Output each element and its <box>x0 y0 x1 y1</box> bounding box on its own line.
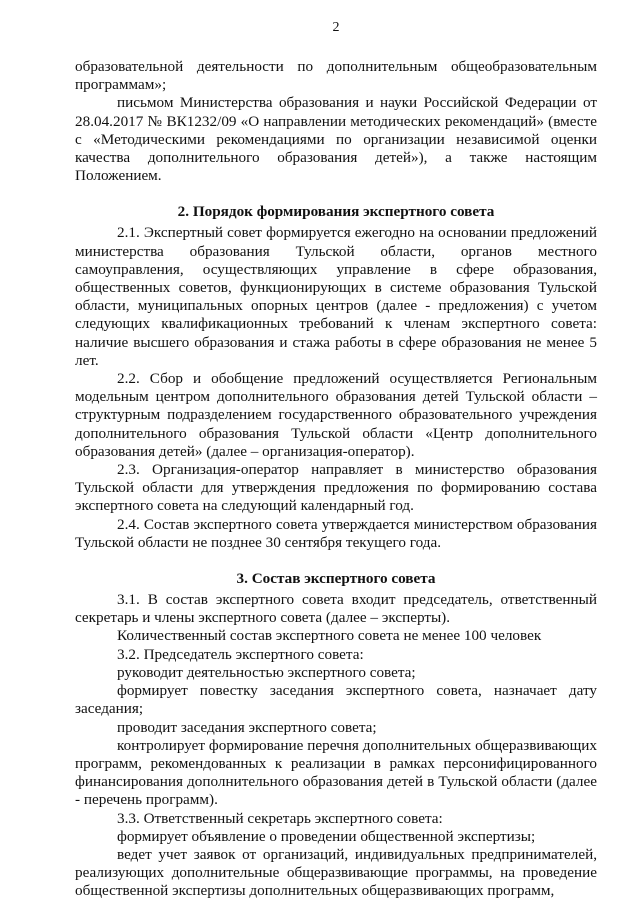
secretary-duty-announcement: формирует объявление о проведении общественной экспертизы; <box>117 827 536 845</box>
paragraph-3-2: 3.2. Председатель экспертного совета: <box>117 645 364 663</box>
paragraph-2-2: 2.2. Сбор и обобщение предложений осуществляется Региональным модельным центром дополнительного образования детей Тульской области – структурным подразделением государственного образовательного учреждения дополнительного образования Тульской области «Центр дополнительного образования детей» (далее – организация-оператор). <box>75 370 597 460</box>
section-3-heading: 3. Состав экспертного совета <box>236 570 436 588</box>
paragraph-2-1: 2.1. Экспертный совет формируется ежегодно на основании предложений министерства образования Тульской области, органов местного самоуправления, осуществляющих управление в сфере образования, общественных советов, функционирующих в системе образования Тульской области, муниципальных опорных центров (далее - предложения) с учетом следующих квалификационных требований к членам экспертного совета: наличие высшего образования и стажа работы в сфере образования не менее 5 лет. <box>75 224 597 369</box>
intro-paragraph-continuation: образовательной деятельности по дополнительным общеобразовательным программам»; <box>75 58 597 94</box>
section-2-heading: 2. Порядок формирования экспертного совета <box>177 203 495 221</box>
page-number: 2 <box>332 20 340 35</box>
paragraph-2-3: 2.3. Организация-оператор направляет в министерство образования Тульской области для утверждения предложения по формированию состава экспертного совета на следующий календарный год. <box>75 461 597 515</box>
secretary-duty-applications: ведет учет заявок от организаций, индивидуальных предпринимателей, реализующих дополнительные общеразвивающие программы, на проведение общественной экспертизы дополнительных общеразвивающих программ, <box>75 845 597 900</box>
paragraph-member-count: Количественный состав экспертного совета не менее 100 человек <box>117 627 542 645</box>
intro-paragraph-letter: письмом Министерства образования и науки Российской Федерации от 28.04.2017 № ВК1232/09 «О направлении методических рекомендаций» (вместе с «Методическими рекомендациями по организации независимой оценки качества дополнительного образования детей»), а также настоящим Положением. <box>75 94 597 185</box>
chairman-duty-manage: руководит деятельностью экспертного совета; <box>117 663 416 681</box>
chairman-duty-agenda: формирует повестку заседания экспертного совета, назначает дату заседания; <box>75 682 597 718</box>
paragraph-3-3: 3.3. Ответственный секретарь экспертного совета: <box>117 809 443 827</box>
paragraph-2-4: 2.4. Состав экспертного совета утверждается министерством образования Тульской области не позднее 30 сентября текущего года. <box>75 515 597 551</box>
chairman-duty-control: контролирует формирование перечня дополнительных общеразвивающих программ, рекомендованных к реализации в рамках персонифицированного финансирования дополнительного образования детей в Тульской области (далее - перечень программ). <box>75 736 597 809</box>
paragraph-3-1: 3.1. В состав экспертного совета входит председатель, ответственный секретарь и члены экспертного совета (далее – эксперты). <box>75 591 597 627</box>
chairman-duty-meetings: проводит заседания экспертного совета; <box>117 718 377 736</box>
document-page <box>75 20 597 901</box>
